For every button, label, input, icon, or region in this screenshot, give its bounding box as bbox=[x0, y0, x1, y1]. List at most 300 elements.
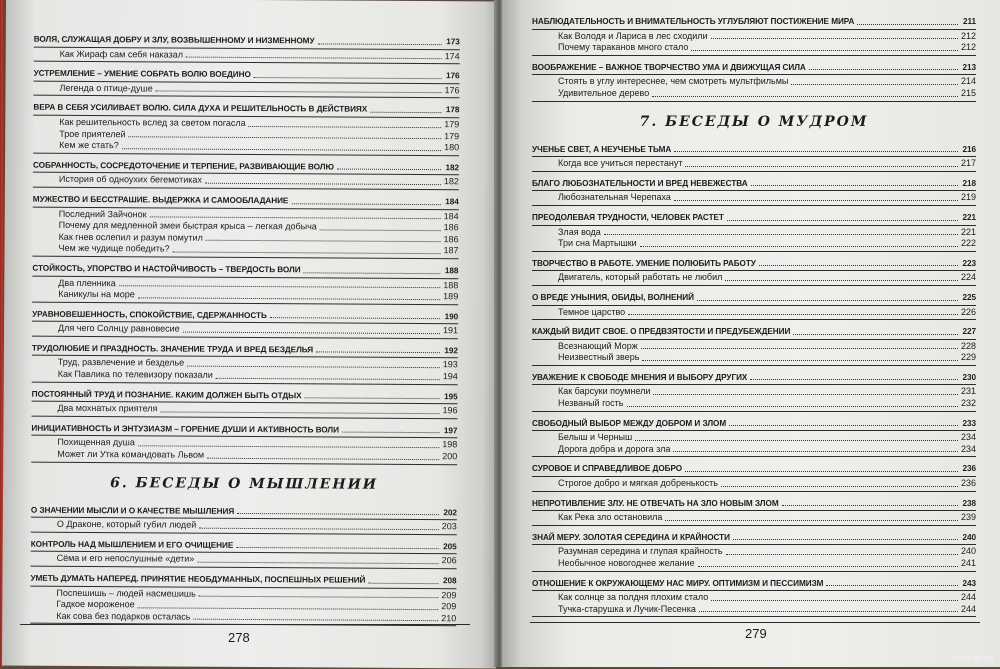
toc-story-entry-title: Дорога добра и дорога зла bbox=[558, 443, 671, 454]
toc-story-list bbox=[532, 158, 976, 172]
page-number-left: 278 bbox=[228, 630, 250, 645]
toc-story-entry bbox=[32, 369, 458, 383]
dot-leader bbox=[317, 42, 441, 45]
dot-leader bbox=[697, 299, 958, 301]
toc-story-entry-page: 222 bbox=[960, 238, 976, 249]
toc-section-heading-title: ТРУДОЛЮБИЕ И ПРАЗДНОСТЬ. ЗНАЧЕНИЕ ТРУДА И ВРЕД БЕЗДЕЛЬЯ bbox=[31, 343, 314, 355]
toc-story-entry-title: О Драконе, который губил людей bbox=[56, 519, 197, 530]
toc-story-entry-page: 179 bbox=[444, 119, 460, 130]
dot-leader bbox=[237, 512, 439, 515]
toc-section-heading-title: СВОБОДНЫЙ ВЫБОР МЕЖДУ ДОБРОМ И ЗЛОМ bbox=[532, 418, 727, 428]
toc-section bbox=[532, 62, 976, 102]
toc-story-entry-page: 189 bbox=[443, 291, 459, 302]
toc-story-entry bbox=[532, 158, 976, 170]
toc-section-heading-title: КАЖДЫЙ ВИДИТ СВОЕ. О ПРЕДВЗЯТОСТИ И ПРЕДУБЕЖДЕНИИ bbox=[532, 327, 791, 337]
toc-story-entry bbox=[532, 227, 976, 239]
toc-section-heading bbox=[33, 102, 459, 118]
toc-story-entry bbox=[30, 610, 456, 624]
toc-section-heading-page: 216 bbox=[962, 144, 976, 154]
toc-section-heading-title: ВЕРА В СЕБЯ УСИЛИВАЕТ ВОЛЮ. СИЛА ДУХА И РЕШИТЕЛЬНОСТЬ В ДЕЙСТВИЯХ bbox=[33, 103, 368, 115]
toc-story-entry bbox=[532, 42, 976, 54]
dot-leader bbox=[729, 424, 958, 426]
toc-story-entry bbox=[532, 546, 976, 558]
toc-section-heading-title: УРАВНОВЕШЕННОСТЬ, СПОКОЙСТВИЕ, СДЕРЖАННОСТЬ bbox=[32, 309, 267, 320]
toc-story-entry-title: Почему тараканов много стало bbox=[558, 42, 689, 53]
right-sections-bottom bbox=[532, 144, 976, 618]
toc-story-entry bbox=[532, 558, 976, 570]
dot-leader bbox=[337, 168, 441, 171]
toc-story-entry-title: Кем же стать? bbox=[59, 139, 119, 151]
toc-story-list bbox=[532, 546, 976, 571]
dot-leader bbox=[304, 271, 441, 274]
toc-section-heading bbox=[532, 16, 976, 30]
toc-story-entry-page: 187 bbox=[443, 245, 459, 256]
toc-section-heading bbox=[34, 34, 460, 50]
toc-section-heading-page: 238 bbox=[962, 498, 976, 508]
dot-leader bbox=[138, 606, 439, 610]
toc-section-heading-title: НАБЛЮДАТЕЛЬНОСТЬ И ВНИМАТЕЛЬНОСТЬ УГЛУБЛЯЮТ ПОСТИЖЕНИЕ МИРА bbox=[532, 17, 855, 26]
toc-section bbox=[32, 263, 458, 305]
toc-story-list bbox=[31, 437, 457, 465]
toc-story-entry-title: Сёма и его непослушные «дети» bbox=[56, 553, 195, 565]
toc-story-entry-title: Гадкое мороженое bbox=[56, 599, 135, 610]
toc-section-heading-title: УВАЖЕНИЕ К СВОБОДЕ МНЕНИЯ И ВЫБОРУ ДРУГИХ bbox=[532, 372, 748, 382]
toc-story-entry-page: 200 bbox=[442, 451, 458, 462]
dot-leader bbox=[138, 296, 441, 300]
toc-story-entry bbox=[532, 432, 976, 444]
dot-leader bbox=[642, 359, 958, 361]
toc-story-entry bbox=[31, 519, 457, 533]
toc-story-entry bbox=[532, 238, 976, 250]
toc-story-entry-title: Как решительность вслед за светом погасла bbox=[59, 116, 246, 128]
toc-story-entry-page: 174 bbox=[444, 50, 460, 61]
toc-section-heading-title: БЛАГО ЛЮБОЗНАТЕЛЬНОСТИ И ВРЕД НЕВЕЖЕСТВА bbox=[532, 178, 748, 188]
toc-section bbox=[33, 102, 459, 156]
toc-story-entry bbox=[31, 449, 457, 463]
dot-leader bbox=[216, 376, 440, 379]
toc-section-heading bbox=[31, 504, 457, 520]
dot-leader bbox=[699, 610, 958, 612]
dot-leader bbox=[205, 182, 441, 185]
toc-story-entry bbox=[532, 592, 976, 604]
toc-section-heading-page: 173 bbox=[446, 37, 460, 47]
dot-leader bbox=[691, 49, 958, 51]
toc-story-entry bbox=[532, 307, 976, 319]
toc-story-list bbox=[30, 587, 456, 626]
toc-story-list bbox=[31, 403, 457, 419]
left-sections-bottom bbox=[30, 504, 457, 626]
toc-section bbox=[532, 498, 976, 526]
toc-section bbox=[32, 194, 458, 260]
dot-leader bbox=[685, 165, 958, 167]
dot-leader bbox=[665, 519, 958, 521]
toc-story-entry bbox=[33, 82, 459, 96]
toc-section-heading-title: ОТНОШЕНИЕ К ОКРУЖАЮЩЕМУ НАС МИРУ. ОПТИМИЗМ И ПЕССИМИЗМ bbox=[532, 578, 824, 588]
toc-section-heading bbox=[532, 292, 976, 306]
dot-leader bbox=[698, 565, 958, 567]
toc-story-entry-title: Поспешишь – людей насмешишь bbox=[56, 587, 196, 599]
toc-section bbox=[532, 258, 976, 286]
toc-section bbox=[532, 326, 976, 366]
toc-section-heading-page: 218 bbox=[962, 178, 976, 188]
toc-story-entry-page: 209 bbox=[441, 601, 457, 612]
toc-story-list bbox=[532, 512, 976, 526]
toc-story-list bbox=[32, 323, 458, 339]
toc-section-heading-title: УСТРЕМЛЕНИЕ – УМЕНИЕ СОБРАТЬ ВОЛЮ ВОЕДИНО bbox=[33, 68, 251, 80]
dot-leader bbox=[342, 431, 439, 434]
toc-section-heading-page: 176 bbox=[446, 71, 460, 81]
toc-story-entry-page: 212 bbox=[960, 42, 976, 53]
toc-story-entry-title: Каникулы на море bbox=[58, 288, 135, 300]
toc-story-entry-page: 176 bbox=[444, 84, 460, 96]
dot-leader bbox=[183, 330, 440, 334]
toc-section bbox=[31, 423, 457, 465]
dot-leader bbox=[186, 56, 442, 60]
toc-story-entry-page: 188 bbox=[443, 279, 459, 290]
toc-section-heading-title: ВООБРАЖЕНИЕ – ВАЖНОЕ ТВОРЧЕСТВО УМА И ДВИЖУЩАЯ СИЛА bbox=[532, 62, 806, 72]
dot-leader bbox=[254, 76, 442, 79]
chapter-title-6: 6. БЕСЕДЫ О МЫШЛЕНИИ bbox=[110, 474, 379, 493]
dot-leader bbox=[674, 199, 958, 201]
dot-leader bbox=[291, 202, 440, 205]
toc-section-heading-page: 184 bbox=[445, 197, 459, 207]
toc-section bbox=[31, 538, 457, 569]
toc-story-entry-page: 179 bbox=[444, 130, 460, 141]
toc-section-heading-page: 202 bbox=[443, 507, 457, 517]
dot-leader bbox=[635, 439, 958, 441]
dot-leader bbox=[187, 365, 440, 369]
dot-leader bbox=[156, 90, 442, 94]
toc-section-heading bbox=[532, 212, 976, 226]
toc-story-entry-page: 244 bbox=[960, 592, 976, 603]
watermark: www.ay.by bbox=[951, 653, 994, 663]
dot-leader bbox=[857, 23, 958, 25]
toc-story-entry bbox=[532, 76, 976, 88]
toc-section bbox=[32, 308, 458, 339]
toc-story-list bbox=[532, 307, 976, 321]
toc-section bbox=[532, 372, 976, 412]
toc-story-entry-title: Разумная середина и глупая крайность bbox=[558, 546, 723, 557]
toc-story-entry bbox=[32, 403, 458, 417]
dot-leader bbox=[199, 526, 439, 529]
toc-section bbox=[31, 388, 457, 419]
toc-story-entry-page: 224 bbox=[960, 272, 976, 283]
toc-story-entry bbox=[532, 272, 976, 284]
toc-section-heading-page: 211 bbox=[962, 17, 976, 26]
right-bottom-rule bbox=[530, 622, 980, 623]
toc-story-entry-title: Может ли Утка командовать Львом bbox=[57, 448, 205, 460]
toc-story-entry-page: 193 bbox=[442, 359, 458, 370]
toc-story-entry-page: 194 bbox=[442, 371, 458, 382]
toc-section-heading-page: 240 bbox=[962, 532, 976, 542]
toc-story-entry-title: Двигатель, который работать не любил bbox=[558, 272, 723, 283]
dot-leader bbox=[725, 279, 958, 281]
toc-story-entry bbox=[532, 478, 976, 490]
left-sections-top bbox=[31, 34, 460, 465]
toc-story-list bbox=[532, 227, 976, 252]
left-page bbox=[2, 0, 500, 669]
toc-section bbox=[33, 68, 459, 99]
toc-story-entry-title: Как гнев ослепил и разум помутил bbox=[58, 231, 203, 243]
toc-story-entry bbox=[532, 88, 976, 100]
toc-section-heading-title: КОНТРОЛЬ НАД МЫШЛЕНИЕМ И ЕГО ОЧИЩЕНИЕ bbox=[30, 539, 234, 550]
toc-story-entry-page: 198 bbox=[442, 439, 458, 450]
dot-leader bbox=[826, 584, 958, 586]
toc-section-heading-title: СОБРАННОСТЬ, СОСРЕДОТОЧЕНИЕ И ТЕРПЕНИЕ, РАЗВИВАЮЩИЕ ВОЛЮ bbox=[32, 160, 334, 172]
dot-leader bbox=[727, 219, 958, 221]
toc-section-heading-title: ВОЛЯ, СЛУЖАЩАЯ ДОБРУ И ЗЛУ, ВОЗВЫШЕННОМУ И НИЗМЕННОМУ bbox=[33, 34, 315, 46]
toc-section bbox=[532, 578, 976, 618]
toc-section bbox=[34, 34, 460, 65]
toc-story-entry-title: Когда все учиться перестанут bbox=[558, 158, 683, 169]
dot-leader bbox=[249, 125, 442, 128]
toc-story-entry-title: Трое приятелей bbox=[59, 128, 126, 139]
toc-story-entry-title: Как Павлика по телевизору показали bbox=[57, 368, 213, 380]
dot-leader bbox=[640, 245, 958, 247]
dot-leader bbox=[685, 470, 958, 472]
left-bottom-rule bbox=[20, 624, 470, 625]
dot-leader bbox=[150, 216, 441, 220]
toc-story-entry bbox=[31, 553, 457, 567]
toc-story-list bbox=[532, 341, 976, 366]
toc-section-heading-title: НЕПРОТИВЛЕНИЕ ЗЛУ. НЕ ОТВЕЧАТЬ НА ЗЛО НОВЫМ ЗЛОМ bbox=[532, 498, 779, 508]
toc-story-entry-page: 232 bbox=[960, 398, 976, 409]
toc-section-heading bbox=[532, 578, 976, 592]
dot-leader bbox=[160, 410, 439, 414]
toc-story-entry-title: Тучка-старушка и Лучик-Песенка bbox=[558, 603, 696, 614]
toc-section-heading-page: 192 bbox=[444, 346, 458, 356]
dot-leader bbox=[711, 37, 958, 39]
toc-story-entry-title: Почему для медленной змеи быстрая крыса – легкая добыча bbox=[58, 219, 317, 232]
toc-section-heading-title: УМЕТЬ ДУМАТЬ НАПЕРЕД. ПРИНЯТИЕ НЕОБДУМАННЫХ, ПОСПЕШНЫХ РЕШЕНИЙ bbox=[30, 573, 366, 585]
dot-leader bbox=[750, 378, 958, 380]
dot-leader bbox=[627, 405, 959, 407]
toc-story-entry-page: 217 bbox=[960, 158, 976, 169]
toc-section-heading-page: 230 bbox=[962, 372, 976, 382]
toc-story-entry-page: 196 bbox=[442, 405, 458, 416]
toc-story-entry-title: Необычное новогоднее желание bbox=[558, 558, 695, 568]
toc-story-entry-title: Два пленника bbox=[58, 277, 116, 288]
toc-story-entry-page: 231 bbox=[960, 386, 976, 397]
toc-story-entry bbox=[532, 31, 976, 43]
toc-story-list bbox=[33, 174, 459, 190]
dot-leader bbox=[641, 347, 958, 349]
toc-story-entry bbox=[532, 192, 976, 204]
toc-section-heading bbox=[532, 258, 976, 272]
toc-story-entry-page: 214 bbox=[960, 76, 976, 87]
toc-section-heading bbox=[532, 326, 976, 340]
toc-section-heading-page: 223 bbox=[962, 258, 976, 268]
toc-story-entry-page: 236 bbox=[960, 478, 976, 489]
toc-story-list bbox=[32, 357, 458, 385]
toc-story-entry-title: Удивительное дерево bbox=[558, 87, 650, 98]
toc-section-heading-page: 188 bbox=[444, 266, 459, 276]
toc-section-heading-title: ПОСТОЯННЫЙ ТРУД И ПОЗНАНИЕ. КАКИМ ДОЛЖЕН БЫТЬ ОТДЫХ bbox=[31, 389, 302, 400]
dot-leader bbox=[726, 553, 958, 555]
toc-story-entry-page: 180 bbox=[444, 142, 460, 153]
toc-story-entry-page: 210 bbox=[441, 612, 457, 624]
toc-story-entry-title: Как сова без подарков осталась bbox=[56, 610, 191, 622]
toc-story-entry-page: 239 bbox=[960, 512, 976, 523]
dot-leader bbox=[791, 83, 958, 85]
toc-section-heading-title: ЗНАЙ МЕРУ. ЗОЛОТАЯ СЕРЕДИНА И КРАЙНОСТИ bbox=[532, 532, 730, 542]
dot-leader bbox=[809, 68, 958, 70]
toc-story-list bbox=[532, 592, 976, 617]
toc-section bbox=[31, 504, 457, 535]
toc-section bbox=[30, 573, 456, 627]
toc-story-entry-page: 191 bbox=[442, 325, 459, 336]
dot-leader bbox=[173, 250, 441, 254]
dot-leader bbox=[206, 239, 441, 242]
toc-story-entry-title: Любознательная Черепаха bbox=[558, 192, 671, 203]
toc-story-entry-page: 226 bbox=[960, 306, 976, 317]
toc-story-list bbox=[532, 272, 976, 286]
toc-section-heading-title: УЧЕНЬЕ СВЕТ, А НЕУЧЕНЬЕ ТЬМА bbox=[532, 144, 672, 154]
dot-leader bbox=[674, 150, 958, 152]
toc-story-entry-title: Как Жираф сам себя наказал bbox=[59, 48, 184, 60]
dot-leader bbox=[138, 444, 439, 448]
toc-section-heading-page: 227 bbox=[962, 327, 976, 337]
toc-story-entry bbox=[532, 604, 976, 616]
toc-story-list bbox=[31, 519, 457, 535]
toc-story-entry-title: Чем же чудище победить? bbox=[58, 243, 170, 254]
toc-section bbox=[532, 418, 976, 458]
toc-section bbox=[532, 292, 976, 320]
toc-story-entry-title: Белыш и Черныш bbox=[558, 432, 633, 443]
toc-section-heading-page: 195 bbox=[444, 391, 458, 401]
dot-leader bbox=[628, 313, 958, 315]
dot-leader bbox=[129, 135, 442, 139]
toc-story-entry-page: 221 bbox=[960, 226, 976, 237]
toc-section-heading bbox=[532, 178, 976, 192]
toc-story-list bbox=[31, 553, 457, 569]
toc-section-heading-page: 208 bbox=[442, 576, 457, 586]
toc-story-entry-title: Труд, развлечение и безделье bbox=[57, 357, 185, 369]
dot-leader bbox=[270, 316, 440, 319]
toc-story-entry bbox=[532, 444, 976, 456]
toc-section-heading bbox=[33, 194, 459, 210]
dot-leader bbox=[119, 284, 440, 288]
toc-story-entry-title: Стоять в углу интереснее, чем смотреть мультфильмы bbox=[558, 76, 789, 87]
toc-story-entry-page: 206 bbox=[441, 555, 457, 566]
toc-section-heading-page: 205 bbox=[443, 541, 457, 552]
dot-leader bbox=[673, 450, 958, 452]
toc-section-heading bbox=[532, 372, 976, 386]
toc-story-list bbox=[32, 277, 458, 305]
toc-story-list bbox=[532, 31, 976, 56]
toc-story-entry-title: Как Река зло остановила bbox=[558, 512, 663, 523]
dot-leader bbox=[199, 595, 439, 598]
dot-leader bbox=[793, 333, 958, 335]
toc-story-list bbox=[532, 432, 976, 457]
toc-section-heading-page: 182 bbox=[445, 162, 460, 173]
toc-section-heading bbox=[532, 463, 976, 477]
toc-story-entry-page: 186 bbox=[443, 222, 459, 233]
dot-leader bbox=[316, 351, 440, 354]
chapter-title-7: 7. БЕСЕДЫ О МУДРОМ bbox=[639, 113, 869, 130]
toc-story-entry-page: 203 bbox=[441, 521, 457, 532]
toc-section-heading bbox=[532, 498, 976, 512]
toc-story-entry bbox=[32, 289, 458, 303]
toc-story-entry-title: Для чего Солнцу равновесие bbox=[57, 323, 180, 334]
dot-leader bbox=[751, 184, 958, 186]
toc-section-heading-page: 190 bbox=[444, 311, 459, 321]
toc-section bbox=[32, 343, 458, 385]
dot-leader bbox=[711, 599, 958, 601]
toc-story-entry bbox=[532, 512, 976, 524]
toc-section bbox=[532, 144, 976, 172]
toc-story-list bbox=[532, 386, 976, 411]
toc-story-entry-page: 186 bbox=[443, 233, 459, 244]
toc-story-entry-title: Как Володя и Лариса в лес сходили bbox=[558, 30, 708, 41]
toc-story-entry-title: Похищенная душа bbox=[57, 437, 135, 448]
toc-section-heading-title: СТОЙКОСТЬ, УПОРСТВО И НАСТОЙЧИВОСТЬ – ТВЕРДОСТЬ ВОЛИ bbox=[32, 263, 301, 275]
toc-story-entry-title: Легенда о птице-душе bbox=[59, 82, 153, 94]
dot-leader bbox=[197, 561, 438, 564]
toc-story-entry-title: Как барсуки поумнели bbox=[558, 386, 651, 397]
toc-story-entry-title: Три сна Мартышки bbox=[558, 238, 637, 249]
toc-section bbox=[532, 532, 976, 572]
toc-story-entry-title: Два мохнатых приятеля bbox=[57, 403, 158, 414]
dot-leader bbox=[759, 264, 958, 266]
toc-story-entry-page: 184 bbox=[443, 210, 459, 221]
toc-story-entry-page: 234 bbox=[960, 432, 976, 443]
toc-section bbox=[532, 212, 976, 252]
dot-leader bbox=[320, 228, 441, 231]
toc-story-entry-page: 240 bbox=[960, 546, 976, 557]
toc-story-entry bbox=[33, 174, 459, 188]
toc-section-heading-title: ПРЕОДОЛЕВАЯ ТРУДНОСТИ, ЧЕЛОВЕК РАСТЕТ bbox=[532, 212, 724, 222]
toc-section-heading bbox=[33, 159, 459, 175]
toc-section-heading-page: 233 bbox=[962, 418, 976, 428]
toc-story-entry-page: 182 bbox=[443, 176, 459, 187]
toc-story-entry-page: 209 bbox=[441, 589, 457, 600]
toc-story-list bbox=[532, 76, 976, 101]
toc-section-heading-page: 236 bbox=[962, 464, 976, 474]
toc-section-heading bbox=[532, 144, 976, 158]
dot-leader bbox=[193, 618, 438, 621]
toc-section-heading bbox=[30, 573, 456, 589]
toc-section-heading-title: МУЖЕСТВО И БЕССТРАШИЕ. ВЫДЕРЖКА И САМООБЛАДАНИЕ bbox=[32, 194, 289, 206]
dot-leader bbox=[207, 456, 439, 459]
toc-section-heading-page: 178 bbox=[445, 105, 460, 115]
dot-leader bbox=[604, 233, 958, 235]
toc-section-heading bbox=[32, 308, 458, 324]
toc-story-entry-page: 228 bbox=[960, 340, 976, 351]
right-sections-top bbox=[532, 16, 976, 102]
toc-story-entry-page: 244 bbox=[960, 603, 976, 614]
toc-section-heading-page: 221 bbox=[962, 212, 976, 222]
toc-story-entry bbox=[32, 323, 458, 337]
toc-section-heading bbox=[34, 68, 460, 84]
toc-story-entry bbox=[32, 243, 458, 257]
toc-section-heading bbox=[32, 263, 458, 279]
right-page bbox=[502, 0, 1000, 667]
toc-section-heading-page: 243 bbox=[962, 578, 976, 588]
toc-story-entry bbox=[33, 140, 459, 154]
toc-section-heading-page: 213 bbox=[962, 62, 976, 72]
toc-section-heading-page: 225 bbox=[962, 292, 976, 302]
toc-section-heading-title: О ЗНАЧЕНИИ МЫСЛИ И О КАЧЕСТВЕ МЫШЛЕНИЯ bbox=[30, 505, 235, 516]
toc-story-entry-page: 241 bbox=[960, 558, 976, 568]
toc-story-entry-title: Всезнающий Морж bbox=[558, 340, 638, 351]
dot-leader bbox=[721, 485, 958, 487]
toc-story-entry bbox=[532, 341, 976, 353]
toc-story-entry-title: Темное царство bbox=[558, 306, 626, 317]
dot-leader bbox=[304, 397, 439, 400]
dot-leader bbox=[236, 546, 438, 549]
toc-story-list bbox=[34, 48, 460, 64]
